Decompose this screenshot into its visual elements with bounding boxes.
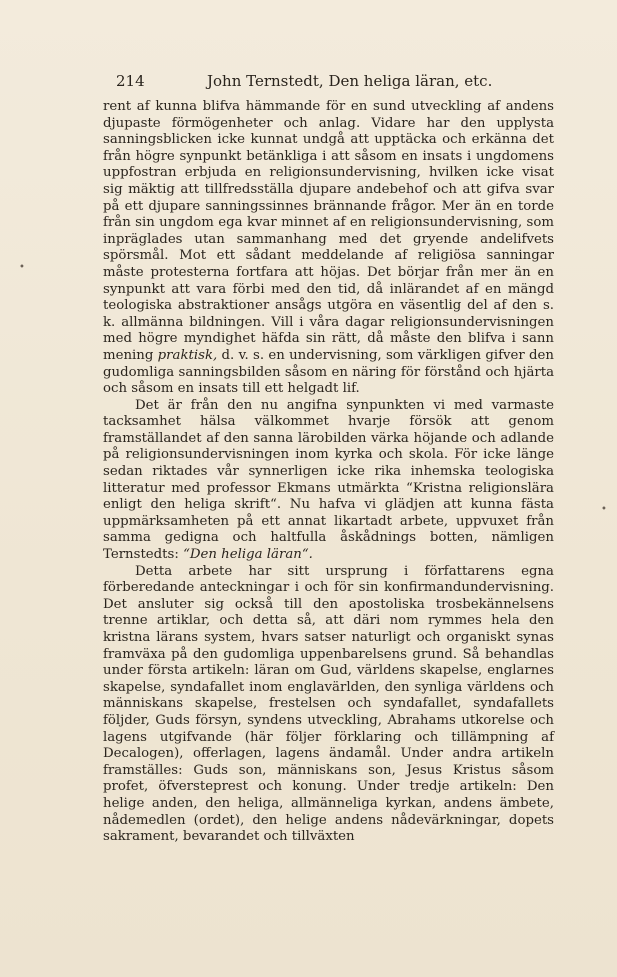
paragraph-2 bbox=[103, 398, 554, 564]
paragraph-3 bbox=[103, 564, 554, 846]
margin-dot: • bbox=[601, 504, 607, 515]
body-text bbox=[103, 99, 554, 846]
paragraph-1 bbox=[103, 99, 554, 398]
page-number: 214 bbox=[116, 72, 145, 90]
margin-dot: • bbox=[19, 262, 25, 273]
text-run: Det är från den nu angifna synpunkten vi med varmaste tacksamhet hälsa välkommet hvarje försök att genom framställandet af den sanna lärobilden värka höjande och adlande på religionsundervisningen inom kyrka och skola. För icke länge sedan riktades vår synnerligen icke rika inhemska teologiska litteratur med professor Ekmans utmärkta “Kristna religionslära enligt den heliga skrift“. Nu hafva vi glädjen att kunna fästa uppmärksamheten på ett annat likartadt arbete, uppvuxet från samma gedigna och haltfulla åskådnings botten, nämligen Ternstedts: bbox=[103, 397, 554, 563]
running-title: John Ternstedt, Den heliga läran, etc. bbox=[207, 72, 493, 90]
italic-run: praktisk, bbox=[157, 347, 218, 363]
text-run: Detta arbete har sitt ursprung i författarens egna förberedande anteckningar i och för sin konfirmandundervisning. Det ansluter sig också till den apostoliska trosbekännelsens trenne artiklar, och detta så, att däri nom rymmes hela den kristna lärans system, hvars satser naturligt och organiskt synas framväxa på den gudomliga uppenbarelsens grund. Så behandlas under första artikeln: läran om Gud, världens skapelse, englarnes skapelse, syndafallet inom englavärlden, den synliga världens och människans skapelse, frestelsen och syndafallet, syndafallets följder, Guds försyn, syndens utveckling, Abrahams utkorelse och lagens utgifvande (här följer förklaring och tillämpning af Decalogen), offerlagen, lagens ändamål. Under andra artikeln framställes: Guds son, människans son, Jesus Kristus såsom profet, öfversteprest och konung. Under tredje artikeln: Den helige anden, den heliga, allmänneliga kyrkan, andens ämbete, nådemedlen (ordet), den helige andens nådevärkningar, dopets sakrament, bevarandet och tillväxten bbox=[103, 563, 554, 845]
italic-run: “Den heliga läran“. bbox=[183, 547, 313, 563]
text-run: rent af kunna blifva hämmande för en sund utveckling af andens djupaste förmögenheter och anlag. Vidare har den upplysta sanningsblicken icke kunnat undgå att upptäcka och erkänna det från högre synpunkt betänkliga i att såsom en insats i ungdomens uppfostran erbjuda en religionsundervisning, hvilken icke visat sig mäktig att tillfredsställa djupare andebehof och att gifva svar på ett djupare sanningssinnes brännande frågor. Mer än en torde från sin ungdom ega kvar minnet af en religionsundervisning, som inpräglades utan sammanhang med det gryende andelifvets spörsmål. Mot ett sådant meddelande af religiösa sanningar måste protesterna fortfara att höjas. Det börjar från mer än en synpunkt att vara förbi med den tid, då inlärandet af en mängd teologiska abstraktioner ansågs utgöra en väsentlig del af den s. k. allmänna bildningen. Vill i våra dagar religionsundervisningen med högre myndighet häfda sin rätt, då måste den blifva i sann mening bbox=[103, 99, 554, 363]
text-run: d. v. s. en undervisning, som värkligen gifver den gudomliga sanningsbilden såsom en näring för förstånd och hjärta och såsom en insats till ett helgadt lif. bbox=[103, 347, 554, 397]
